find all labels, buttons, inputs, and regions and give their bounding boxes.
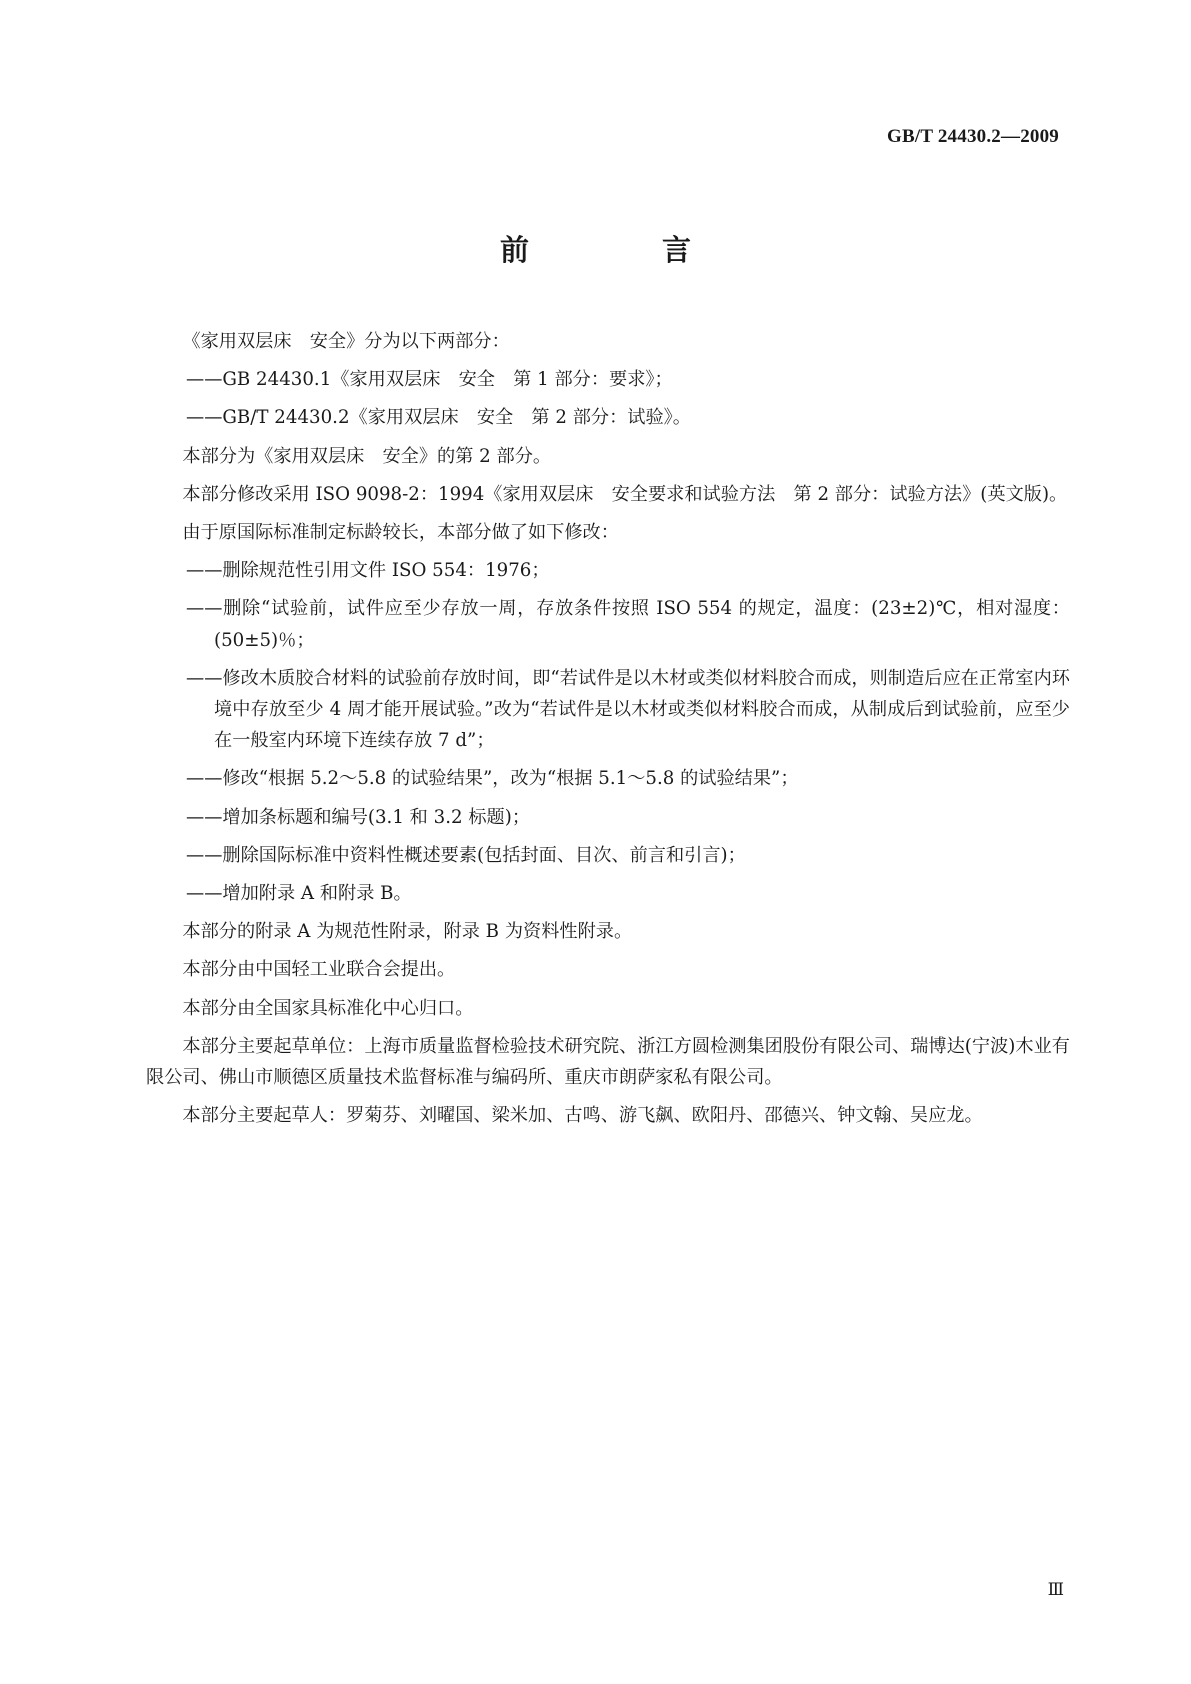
page-number: Ⅲ xyxy=(1047,1580,1063,1599)
list-item: ——修改“根据 5.2～5.8 的试验结果”，改为“根据 5.1～5.8 的试验结果”； xyxy=(186,768,799,790)
paragraph: 本部分主要起草人：罗菊芬、刘曜国、梁米加、古鸣、游飞飙、欧阳丹、邵德兴、钟文翰、吴应龙。 xyxy=(182,1105,983,1127)
paragraph: 本部分由中国轻工业联合会提出。 xyxy=(182,959,456,981)
list-item: ——增加附录 A 和附录 B。 xyxy=(186,883,412,905)
page-title: 前 言 xyxy=(499,233,743,267)
list-item: ——删除规范性引用文件 ISO 554：1976； xyxy=(186,560,550,582)
document-body xyxy=(146,326,1070,1138)
paragraph: 本部分为《家用双层床 安全》的第 2 部分。 xyxy=(182,445,552,467)
list-item: ——删除国际标准中资料性概述要素(包括封面、目次、前言和引言)； xyxy=(186,844,746,866)
standard-code: GB/T 24430.2—2009 xyxy=(887,126,1059,147)
list-item: ——修改木质胶合材料的试验前存放时间，即“若试件是以木材或类似材料胶合而成，则制造后应在正常室内环境中存放至少 4 周才能开展试验。”改为“若试件是以木材或类似材料胶合而成，从制成后到试验前，应至少在一般室内环境下连续存放 7 d”； xyxy=(186,667,1070,752)
paragraph: 本部分的附录 A 为规范性附录，附录 B 为资料性附录。 xyxy=(182,921,633,943)
list-item: ——GB 24430.1《家用双层床 安全 第 1 部分：要求》； xyxy=(186,369,673,391)
list-item: ——GB/T 24430.2《家用双层床 安全 第 2 部分：试验》。 xyxy=(186,407,691,429)
paragraph: 本部分由全国家具标准化中心归口。 xyxy=(182,997,474,1019)
list-item: ——删除“试验前，试件应至少存放一周，存放条件按照 ISO 554 的规定，温度：(23±2)℃，相对湿度：(50±5)％； xyxy=(186,598,1070,651)
paragraph: 本部分修改采用 ISO 9098-2：1994《家用双层床 安全要求和试验方法 第 2 部分：试验方法》(英文版)。 xyxy=(182,483,1068,505)
paragraph: 由于原国际标准制定标龄较长，本部分做了如下修改： xyxy=(182,522,619,544)
list-item: ——增加条标题和编号(3.1 和 3.2 标题)； xyxy=(186,806,531,828)
paragraph: 本部分主要起草单位：上海市质量监督检验技术研究院、浙江方圆检测集团股份有限公司、瑞博达(宁波)木业有限公司、佛山市顺德区质量技术监督标准与编码所、重庆市朗萨家私有限公司。 xyxy=(146,1035,1070,1089)
paragraph: 《家用双层床 安全》分为以下两部分： xyxy=(182,331,510,352)
